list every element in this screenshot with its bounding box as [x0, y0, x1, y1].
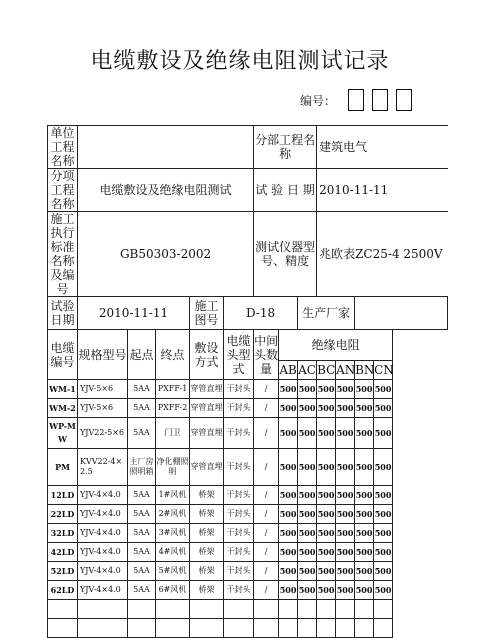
cable-no-cell[interactable]: 12LD [48, 486, 78, 505]
mid-count-cell[interactable]: / [254, 524, 279, 543]
resistance-cell[interactable]: 500 [355, 380, 374, 399]
to-cell[interactable]: 净化棚照明 [156, 449, 190, 486]
to-cell[interactable]: 2#风机 [156, 505, 190, 524]
from-cell[interactable]: 主厂房照明箱 [128, 449, 156, 486]
laying-cell[interactable]: 桥架 [190, 524, 224, 543]
standard-value[interactable]: GB50303-2002 [78, 212, 254, 297]
resistance-cell[interactable]: 500 [298, 505, 317, 524]
empty-cell[interactable] [156, 600, 190, 619]
blank-cell [393, 418, 448, 449]
spec-cell[interactable]: KVV22-4×2.5 [78, 449, 128, 486]
resistance-cell[interactable]: 500 [355, 418, 374, 449]
resistance-cell[interactable]: 500 [317, 486, 336, 505]
from-cell[interactable]: 5AA [128, 399, 156, 418]
resistance-cell[interactable]: 500 [355, 399, 374, 418]
empty-cell[interactable] [78, 619, 128, 638]
sub-project-label: 分部工程名称 [254, 126, 317, 169]
empty-cell[interactable] [224, 619, 254, 638]
spec-cell[interactable]: YJV-5×6 [78, 380, 128, 399]
resistance-cell[interactable]: 500 [355, 562, 374, 581]
resistance-cell[interactable]: 500 [279, 581, 298, 600]
resistance-cell[interactable]: 500 [355, 449, 374, 486]
spec-cell[interactable]: YJV-4×4.0 [78, 581, 128, 600]
empty-cell[interactable] [128, 600, 156, 619]
table-row [48, 562, 448, 581]
resistance-cell[interactable]: 500 [298, 418, 317, 449]
resistance-cell[interactable]: 500 [374, 418, 393, 449]
resistance-cell[interactable]: 500 [298, 486, 317, 505]
empty-cell[interactable] [355, 600, 374, 619]
resistance-cell[interactable]: 500 [374, 486, 393, 505]
trial-date-value[interactable]: 2010-11-11 [78, 297, 190, 330]
empty-cell[interactable] [48, 619, 78, 638]
phase-header: BC [317, 361, 336, 380]
head-type-cell[interactable]: 干封头 [224, 449, 254, 486]
resistance-cell[interactable]: 500 [279, 543, 298, 562]
empty-cell[interactable] [317, 600, 336, 619]
blank-cell [393, 600, 448, 619]
empty-cell[interactable] [374, 600, 393, 619]
table-row [48, 581, 448, 600]
resistance-cell[interactable]: 500 [317, 524, 336, 543]
laying-cell[interactable]: 桥架 [190, 486, 224, 505]
resistance-cell[interactable]: 500 [374, 449, 393, 486]
drawing-no-label: 施工图号 [190, 297, 224, 330]
resistance-cell[interactable]: 500 [298, 380, 317, 399]
resistance-cell[interactable]: 500 [336, 543, 355, 562]
standard-label: 施工执行标准名称及编号 [48, 212, 78, 297]
resistance-cell[interactable]: 500 [279, 449, 298, 486]
mid-count-cell[interactable]: / [254, 449, 279, 486]
spec-cell[interactable]: YJV-4×4.0 [78, 486, 128, 505]
trial-date-label: 试验日期 [48, 297, 78, 330]
instrument-label: 测试仪器型号、精度 [254, 212, 317, 297]
resistance-cell[interactable]: 500 [336, 486, 355, 505]
col-mid-count: 中间头数量 [254, 330, 279, 380]
mid-count-cell[interactable]: / [254, 399, 279, 418]
spec-cell[interactable]: YJV-4×4.0 [78, 543, 128, 562]
empty-cell[interactable] [156, 619, 190, 638]
mid-count-cell[interactable]: / [254, 543, 279, 562]
table-row [48, 543, 448, 562]
laying-cell[interactable]: 桥架 [190, 543, 224, 562]
resistance-cell[interactable]: 500 [317, 562, 336, 581]
resistance-cell[interactable]: 500 [374, 380, 393, 399]
laying-cell[interactable]: 穿管直埋 [190, 399, 224, 418]
empty-row [48, 600, 448, 619]
to-cell[interactable]: 5#风机 [156, 562, 190, 581]
resistance-cell[interactable]: 500 [355, 581, 374, 600]
spec-cell[interactable]: YJV-4×4.0 [78, 505, 128, 524]
resistance-cell[interactable]: 500 [374, 543, 393, 562]
head-type-cell[interactable]: 干封头 [224, 399, 254, 418]
resistance-cell[interactable]: 500 [298, 543, 317, 562]
head-type-cell[interactable]: 干封头 [224, 543, 254, 562]
empty-cell[interactable] [224, 600, 254, 619]
cable-no-cell[interactable]: WM-1 [48, 380, 78, 399]
col-cable-no: 电缆编号 [48, 330, 78, 380]
head-type-cell[interactable]: 干封头 [224, 418, 254, 449]
resistance-cell[interactable]: 500 [336, 562, 355, 581]
head-type-cell[interactable]: 干封头 [224, 380, 254, 399]
resistance-cell[interactable]: 500 [317, 380, 336, 399]
blank-cell [393, 399, 448, 418]
spec-cell[interactable]: YJV-4×4.0 [78, 562, 128, 581]
resistance-cell[interactable]: 500 [279, 486, 298, 505]
blank-cell [393, 543, 448, 562]
laying-cell[interactable]: 桥架 [190, 562, 224, 581]
phase-header: AC [298, 361, 317, 380]
record-table [47, 125, 448, 638]
resistance-cell[interactable]: 500 [279, 399, 298, 418]
number-box[interactable] [348, 89, 364, 111]
empty-cell[interactable] [355, 619, 374, 638]
resistance-cell[interactable]: 500 [298, 399, 317, 418]
laying-cell[interactable]: 穿管直埋 [190, 449, 224, 486]
number-box[interactable] [372, 89, 388, 111]
col-from: 起点 [128, 330, 156, 380]
unit-project-label: 单位工程名称 [48, 126, 78, 169]
blank-cell [393, 581, 448, 600]
empty-cell[interactable] [336, 600, 355, 619]
to-cell[interactable]: PXFF-2 [156, 399, 190, 418]
table-row [48, 524, 448, 543]
cable-no-cell[interactable]: 32LD [48, 524, 78, 543]
sub-project-value[interactable]: 建筑电气 [317, 126, 448, 169]
empty-cell[interactable] [298, 600, 317, 619]
resistance-cell[interactable]: 500 [298, 562, 317, 581]
to-cell[interactable]: PXFF-1 [156, 380, 190, 399]
test-date-value[interactable]: 2010-11-11 [317, 169, 448, 212]
page-title: 电缆敷设及绝缘电阻测试记录 [90, 49, 390, 74]
empty-cell[interactable] [336, 619, 355, 638]
cable-no-cell[interactable]: 52LD [48, 562, 78, 581]
resistance-cell[interactable]: 500 [374, 581, 393, 600]
cable-no-cell[interactable]: PM [48, 449, 78, 486]
empty-cell[interactable] [254, 600, 279, 619]
resistance-cell[interactable]: 500 [355, 505, 374, 524]
cable-no-cell[interactable]: 62LD [48, 581, 78, 600]
empty-cell[interactable] [298, 619, 317, 638]
mid-count-cell[interactable]: / [254, 505, 279, 524]
resistance-cell[interactable]: 500 [374, 399, 393, 418]
resistance-cell[interactable]: 500 [298, 581, 317, 600]
col-insulation: 绝缘电阻 [279, 330, 393, 361]
resistance-cell[interactable]: 500 [336, 418, 355, 449]
from-cell[interactable]: 5AA [128, 486, 156, 505]
resistance-cell[interactable]: 500 [336, 380, 355, 399]
head-type-cell[interactable]: 干封头 [224, 581, 254, 600]
phase-header: AN [336, 361, 355, 380]
resistance-cell[interactable]: 500 [298, 524, 317, 543]
head-type-cell[interactable]: 干封头 [224, 524, 254, 543]
instrument-value[interactable]: 兆欧表ZC25-4 2500V [317, 212, 448, 297]
resistance-cell[interactable]: 500 [374, 562, 393, 581]
from-cell[interactable]: 5AA [128, 581, 156, 600]
head-type-cell[interactable]: 干封头 [224, 486, 254, 505]
resistance-cell[interactable]: 500 [298, 449, 317, 486]
phase-header: AB [279, 361, 298, 380]
resistance-cell[interactable]: 500 [336, 505, 355, 524]
table-row [48, 486, 448, 505]
spec-cell[interactable]: YJV-4×4.0 [78, 524, 128, 543]
col-spec: 规格型号 [78, 330, 128, 380]
from-cell[interactable]: 5AA [128, 418, 156, 449]
table-row [48, 418, 448, 449]
resistance-cell[interactable]: 500 [336, 449, 355, 486]
resistance-cell[interactable]: 500 [355, 524, 374, 543]
spec-cell[interactable]: YJV-5×6 [78, 399, 128, 418]
to-cell[interactable]: 1#风机 [156, 486, 190, 505]
mid-count-cell[interactable]: / [254, 418, 279, 449]
empty-cell[interactable] [317, 619, 336, 638]
mid-count-cell[interactable]: / [254, 486, 279, 505]
unit-project-value[interactable] [78, 126, 254, 169]
empty-cell[interactable] [254, 619, 279, 638]
spec-cell[interactable]: YJV22-5×6 [78, 418, 128, 449]
mid-count-cell[interactable]: / [254, 562, 279, 581]
to-cell[interactable]: 6#风机 [156, 581, 190, 600]
from-cell[interactable]: 5AA [128, 543, 156, 562]
blank-cell [393, 486, 448, 505]
head-type-cell[interactable]: 干封头 [224, 562, 254, 581]
blank-cell [393, 505, 448, 524]
resistance-cell[interactable]: 500 [374, 505, 393, 524]
cable-no-cell[interactable]: WM-2 [48, 399, 78, 418]
from-cell[interactable]: 5AA [128, 505, 156, 524]
test-date-label: 试 验 日 期 [254, 169, 317, 212]
col-laying: 敷设方式 [190, 330, 224, 380]
empty-cell[interactable] [128, 619, 156, 638]
mid-count-cell[interactable]: / [254, 380, 279, 399]
blank-cell [393, 380, 448, 399]
table-row [48, 380, 448, 399]
resistance-cell[interactable]: 500 [374, 524, 393, 543]
blank-cell [393, 524, 448, 543]
resistance-cell[interactable]: 500 [317, 449, 336, 486]
phase-header: BN [355, 361, 374, 380]
table-row [48, 399, 448, 418]
resistance-cell[interactable]: 500 [355, 486, 374, 505]
resistance-cell[interactable]: 500 [279, 505, 298, 524]
empty-cell[interactable] [190, 600, 224, 619]
item-project-label: 分项工程名称 [48, 169, 78, 212]
from-cell[interactable]: 5AA [128, 562, 156, 581]
table-row [48, 505, 448, 524]
resistance-cell[interactable]: 500 [317, 399, 336, 418]
resistance-cell[interactable]: 500 [279, 562, 298, 581]
resistance-cell[interactable]: 500 [317, 418, 336, 449]
blank-cell [393, 619, 448, 638]
cable-no-cell[interactable]: WP-MW [48, 418, 78, 449]
to-cell[interactable]: 门卫 [156, 418, 190, 449]
laying-cell[interactable]: 桥架 [190, 581, 224, 600]
cable-no-cell[interactable]: 42LD [48, 543, 78, 562]
empty-cell[interactable] [374, 619, 393, 638]
col-to: 终点 [156, 330, 190, 380]
resistance-cell[interactable]: 500 [279, 380, 298, 399]
mid-count-cell[interactable]: / [254, 581, 279, 600]
empty-cell[interactable] [78, 600, 128, 619]
laying-cell[interactable]: 穿管直埋 [190, 380, 224, 399]
resistance-cell[interactable]: 500 [317, 581, 336, 600]
phase-header: CN [374, 361, 393, 380]
blank-cell [393, 562, 448, 581]
laying-cell[interactable]: 桥架 [190, 505, 224, 524]
manufacturer-value[interactable] [355, 297, 448, 330]
resistance-cell[interactable]: 500 [317, 505, 336, 524]
to-cell[interactable]: 4#风机 [156, 543, 190, 562]
resistance-cell[interactable]: 500 [279, 418, 298, 449]
to-cell[interactable]: 3#风机 [156, 524, 190, 543]
resistance-cell[interactable]: 500 [355, 543, 374, 562]
table-row [48, 449, 448, 486]
resistance-cell[interactable]: 500 [279, 524, 298, 543]
item-project-value[interactable]: 电缆敷设及绝缘电阻测试 [78, 169, 254, 212]
from-cell[interactable]: 5AA [128, 524, 156, 543]
blank-cell [393, 449, 448, 486]
empty-cell[interactable] [190, 619, 224, 638]
manufacturer-label: 生产厂家 [298, 297, 355, 330]
col-head-type: 电缆头型式 [224, 330, 254, 380]
empty-cell[interactable] [279, 600, 298, 619]
laying-cell[interactable]: 穿管直埋 [190, 418, 224, 449]
from-cell[interactable]: 5AA [128, 380, 156, 399]
resistance-cell[interactable]: 500 [336, 399, 355, 418]
drawing-no-value[interactable]: D-18 [224, 297, 298, 330]
empty-cell[interactable] [48, 600, 78, 619]
empty-cell[interactable] [279, 619, 298, 638]
number-box[interactable] [396, 89, 412, 111]
resistance-cell[interactable]: 500 [317, 543, 336, 562]
number-label: 编号： [300, 94, 337, 108]
record-sheet [47, 125, 480, 595]
resistance-cell[interactable]: 500 [336, 581, 355, 600]
empty-row [48, 619, 448, 638]
resistance-cell[interactable]: 500 [336, 524, 355, 543]
head-type-cell[interactable]: 干封头 [224, 505, 254, 524]
cable-no-cell[interactable]: 22LD [48, 505, 78, 524]
blank-cell [393, 330, 448, 380]
